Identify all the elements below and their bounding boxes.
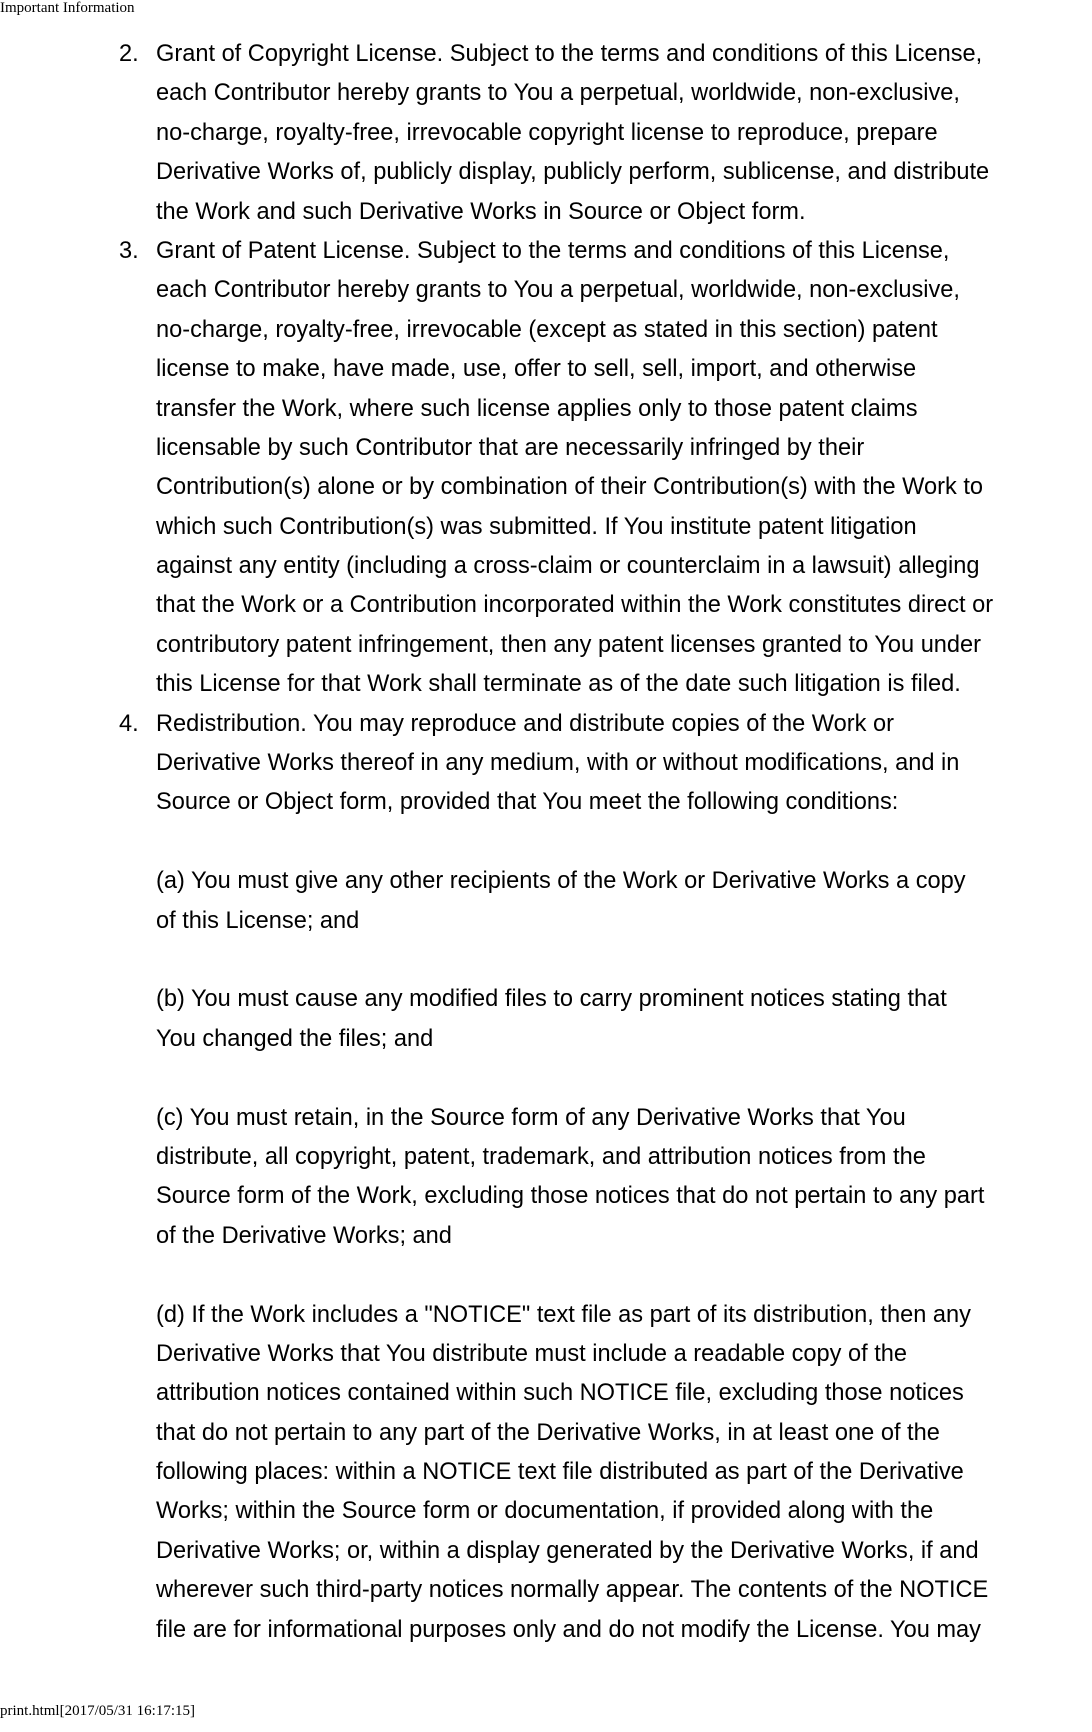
license-section xyxy=(0,232,993,705)
section-text-line: following places: within a NOTICE text file distributed as part of the Derivative xyxy=(156,1459,964,1486)
section-text-line: Source form of the Work, excluding those notices that do not pertain to any part xyxy=(156,1183,985,1210)
section-text-line: of the Derivative Works; and xyxy=(156,1222,452,1249)
section-text-line: You changed the files; and xyxy=(156,1025,434,1052)
section-text-line: Redistribution. You may reproduce and distribute copies of the Work or xyxy=(156,710,894,737)
section-number: 3. xyxy=(119,237,139,264)
section-text-line: attribution notices contained within such NOTICE file, excluding those notices xyxy=(156,1380,964,1407)
section-text-line: that the Work or a Contribution incorporated within the Work constitutes direct or xyxy=(156,592,994,619)
section-text-line: Derivative Works of, publicly display, publicly perform, sublicense, and distribute xyxy=(156,159,990,186)
section-text-line xyxy=(156,941,993,980)
license-text-body xyxy=(0,35,993,1650)
license-section xyxy=(0,705,993,1650)
section-text-line: (a) You must give any other recipients of the Work or Derivative Works a copy xyxy=(156,868,966,895)
section-text-line: no-charge, royalty-free, irrevocable (except as stated in this section) patent xyxy=(156,316,938,343)
section-number: 2. xyxy=(119,41,139,67)
section-text-line: (d) If the Work includes a "NOTICE" text file as part of its distribution, then any xyxy=(156,1301,971,1328)
section-text-line: of this License; and xyxy=(156,907,360,934)
section-text-line: which such Contribution(s) was submitted. If You institute patent litigation xyxy=(156,513,917,540)
section-text-line: Grant of Copyright License. Subject to the terms and conditions of this License, xyxy=(156,41,983,67)
section-text-line: Works; within the Source form or documentation, if provided along with the xyxy=(156,1498,934,1525)
page-footer-source: print.html[2017/05/31 16:17:15] xyxy=(0,1703,195,1719)
section-text-line: wherever such third-party notices normally appear. The contents of the NOTICE xyxy=(156,1577,989,1604)
section-text-line: that do not pertain to any part of the Derivative Works, in at least one of the xyxy=(156,1419,940,1446)
section-text-line: this License for that Work shall terminate as of the date such litigation is filed. xyxy=(156,671,961,698)
section-text-line: licensable by such Contributor that are necessarily infringed by their xyxy=(156,434,865,461)
section-text-line: contributory patent infringement, then any patent licenses granted to You under xyxy=(156,631,982,658)
section-text-line: each Contributor hereby grants to You a perpetual, worldwide, non-exclusive, xyxy=(156,80,960,107)
section-text-line: license to make, have made, use, offer to sell, sell, import, and otherwise xyxy=(156,356,917,383)
section-text-line: against any entity (including a cross-claim or counterclaim in a lawsuit) alleging xyxy=(156,553,980,580)
section-text-line xyxy=(156,1256,993,1295)
section-text-line: transfer the Work, where such license applies only to those patent claims xyxy=(156,395,918,422)
section-text-line: Derivative Works that You distribute must include a readable copy of the xyxy=(156,1340,908,1367)
page-header-title: Important Information xyxy=(0,0,135,16)
section-text-line: Grant of Patent License. Subject to the terms and conditions of this License, xyxy=(156,237,950,264)
section-text-line xyxy=(156,823,993,862)
section-text-line: Derivative Works; or, within a display generated by the Derivative Works, if and xyxy=(156,1537,979,1564)
section-text-line xyxy=(156,1059,993,1098)
section-number: 4. xyxy=(119,710,139,737)
section-text-line: the Work and such Derivative Works in Source or Object form. xyxy=(156,198,806,225)
section-text-line: file are for informational purposes only and do not modify the License. You may xyxy=(156,1616,981,1643)
section-text-line: Source or Object form, provided that You meet the following conditions: xyxy=(156,789,899,816)
license-section xyxy=(0,35,993,232)
section-text-line: (b) You must cause any modified files to carry prominent notices stating that xyxy=(156,986,947,1013)
section-text-line: distribute, all copyright, patent, trademark, and attribution notices from the xyxy=(156,1143,926,1170)
section-text-line: each Contributor hereby grants to You a perpetual, worldwide, non-exclusive, xyxy=(156,277,960,304)
section-text-line: (c) You must retain, in the Source form of any Derivative Works that You xyxy=(156,1104,906,1131)
section-text-line: Contribution(s) alone or by combination of their Contribution(s) with the Work to xyxy=(156,474,984,501)
section-text-line: no-charge, royalty-free, irrevocable copyright license to reproduce, prepare xyxy=(156,119,938,146)
section-text-line: Derivative Works thereof in any medium, with or without modifications, and in xyxy=(156,750,960,777)
